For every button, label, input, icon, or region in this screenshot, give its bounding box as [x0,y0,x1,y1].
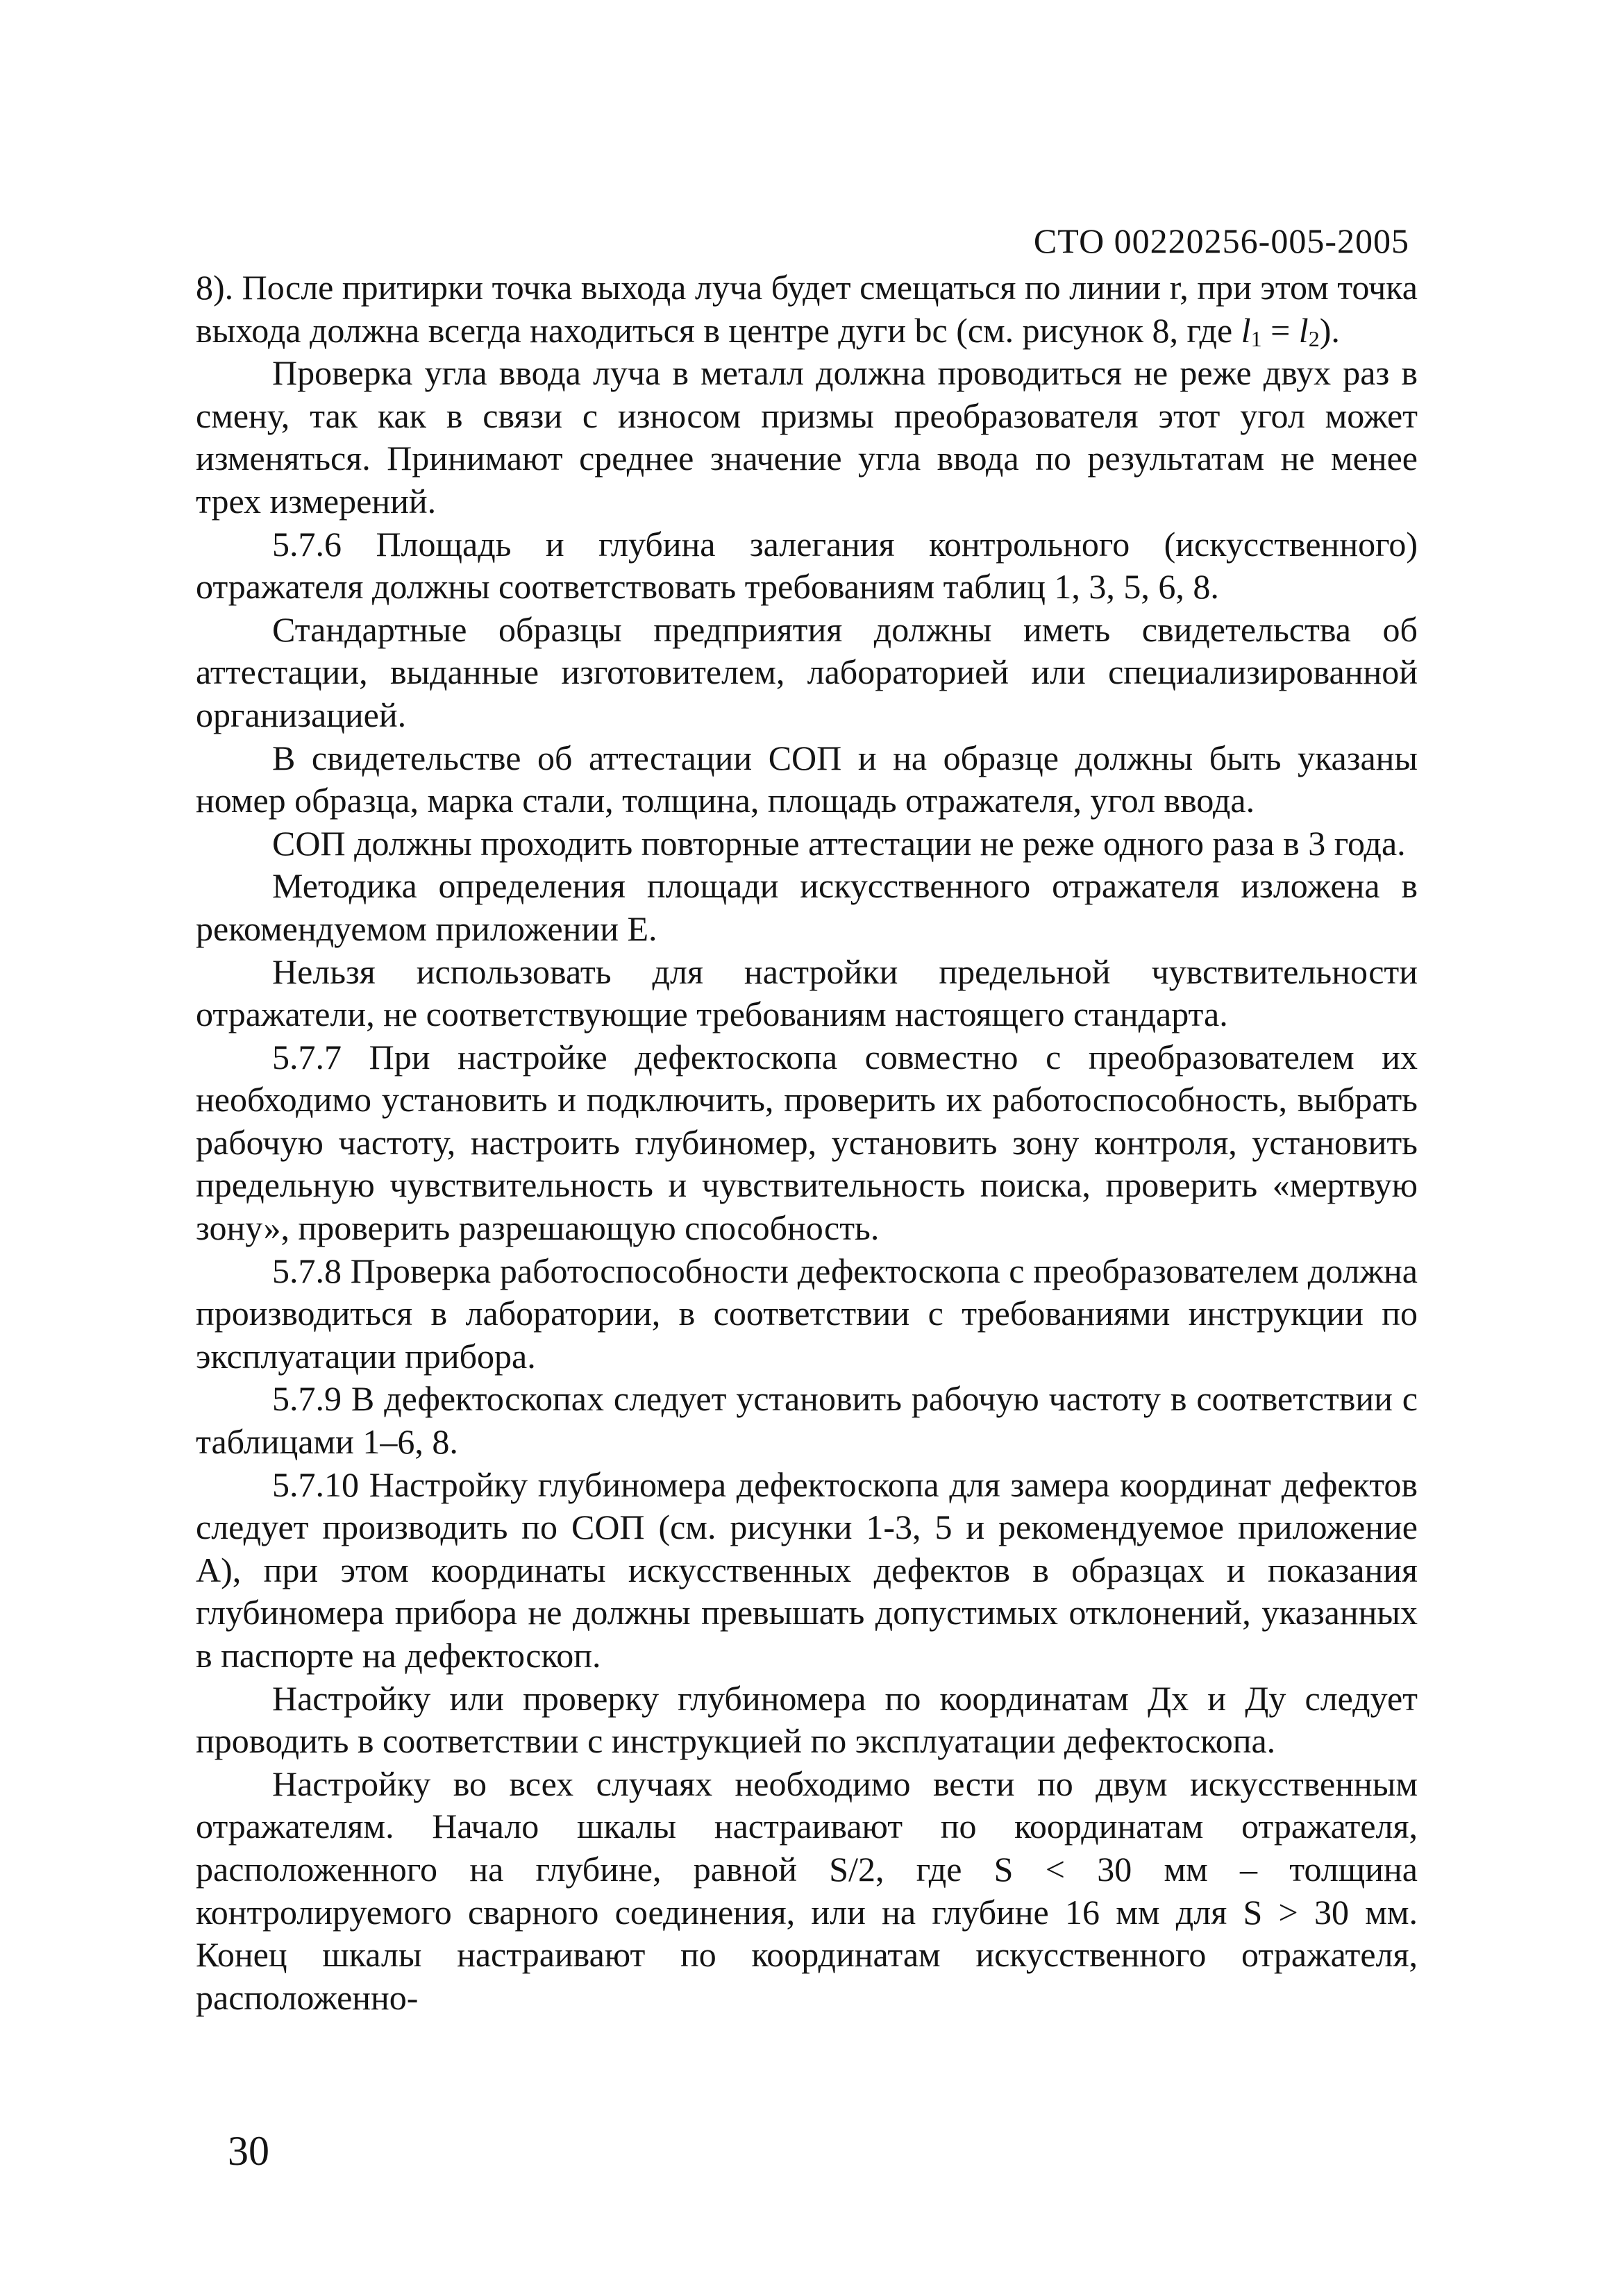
formula-equals: = [1261,310,1299,350]
paragraph-text: 8). После притирки точка выхода луча будет смещаться по линии r, при этом точка выхода должна всегда находиться в центре дуги bc (см. рисунок 8, где [196,268,1418,350]
paragraph-5-7-6: 5.7.6 Площадь и глубина залегания контрольного (искусственного) отражателя должны соответствовать требованиям таблиц 1, 3, 5, 6, 8. [196,524,1418,607]
paragraph-certificate: В свидетельстве об аттестации СОП и на образце должны быть указаны номер образца, марка стали, толщина, площадь отражателя, угол ввода. [196,738,1418,820]
paragraph-continuation [196,267,1418,352]
paragraph-5-7-10: 5.7.10 Настройку глубиномера дефектоскопа для замера координат дефектов следует производить по СОП (см. рисунки 1-3, 5 и рекомендуемое приложение А), при этом координаты искусственных дефектов в образцах и показания глубиномера прибора не должны превышать допустимых отклонений, указанных в паспорте на дефектоскоп. [196,1464,1418,1675]
paragraph-standard-samples: Стандартные образцы предприятия должны иметь свидетельства об аттестации, выданные изготовителем, лабораторией или специализированной организацией. [196,609,1418,734]
paragraph-recertification: СОП должны проходить повторные аттестации не реже одного раза в 3 года. [272,823,1406,863]
paragraph-5-7-9: 5.7.9 В дефектоскопах следует установить рабочую частоту в соответствии с таблицами 1–6, 8. [196,1379,1418,1462]
paragraph-text-end: ). [1319,310,1340,350]
formula-var-l2: l [1298,310,1309,350]
formula-sub-2: 2 [1308,326,1320,351]
paragraph-methodology: Методика определения площади искусственного отражателя изложена в рекомендуемом приложении Е. [196,866,1418,948]
formula-sub-1: 1 [1250,326,1262,351]
paragraph-5-7-7: 5.7.7 При настройке дефектоскопа совместно с преобразователем их необходимо установить и подключить, проверить их работоспособность, выбрать рабочую частоту, настроить глубиномер, установить зону контроля, установить предельную чувствительность и чувствительность поиска, проверить «мертвую зону», проверить разрешающую способность. [196,1037,1418,1248]
document-code-header: СТО 00220256-005-2005 [1033,221,1409,260]
body-text [196,267,1418,2019]
paragraph-angle-check: Проверка угла ввода луча в металл должна проводиться не реже двух раз в смену, так как в связи с износом призмы преобразователя этот угол может изменяться. Принимают среднее значение угла ввода по результатам не менее трех измерений. [196,353,1418,521]
paragraph-5-7-8: 5.7.8 Проверка работоспособности дефектоскопа с преобразователем должна производиться в лаборатории, в соответствии с требованиями инструкции по эксплуатации прибора. [196,1251,1418,1376]
paragraph-two-reflectors: Настройку во всех случаях необходимо вести по двум искусственным отражателям. Начало шкалы настраивают по координатам отражателя, расположенного на глубине, равной S/2, где S < 30 мм – толщина контролируемого сварного соединения, или на глубине 16 мм для S > 30 мм. Конец шкалы настраивают по координатам искусственного отражателя, расположенно- [196,1764,1418,2017]
paragraph-depth-gauge: Настройку или проверку глубиномера по координатам Дх и Ду следует проводить в соответствии с инструкцией по эксплуатации дефектоскопа. [196,1678,1418,1761]
formula-var-l1: l [1241,310,1251,350]
paragraph-prohibition: Нельзя использовать для настройки предельной чувствительности отражатели, не соответствующие требованиям настоящего стандарта. [196,952,1418,1034]
page-number: 30 [228,2128,269,2174]
